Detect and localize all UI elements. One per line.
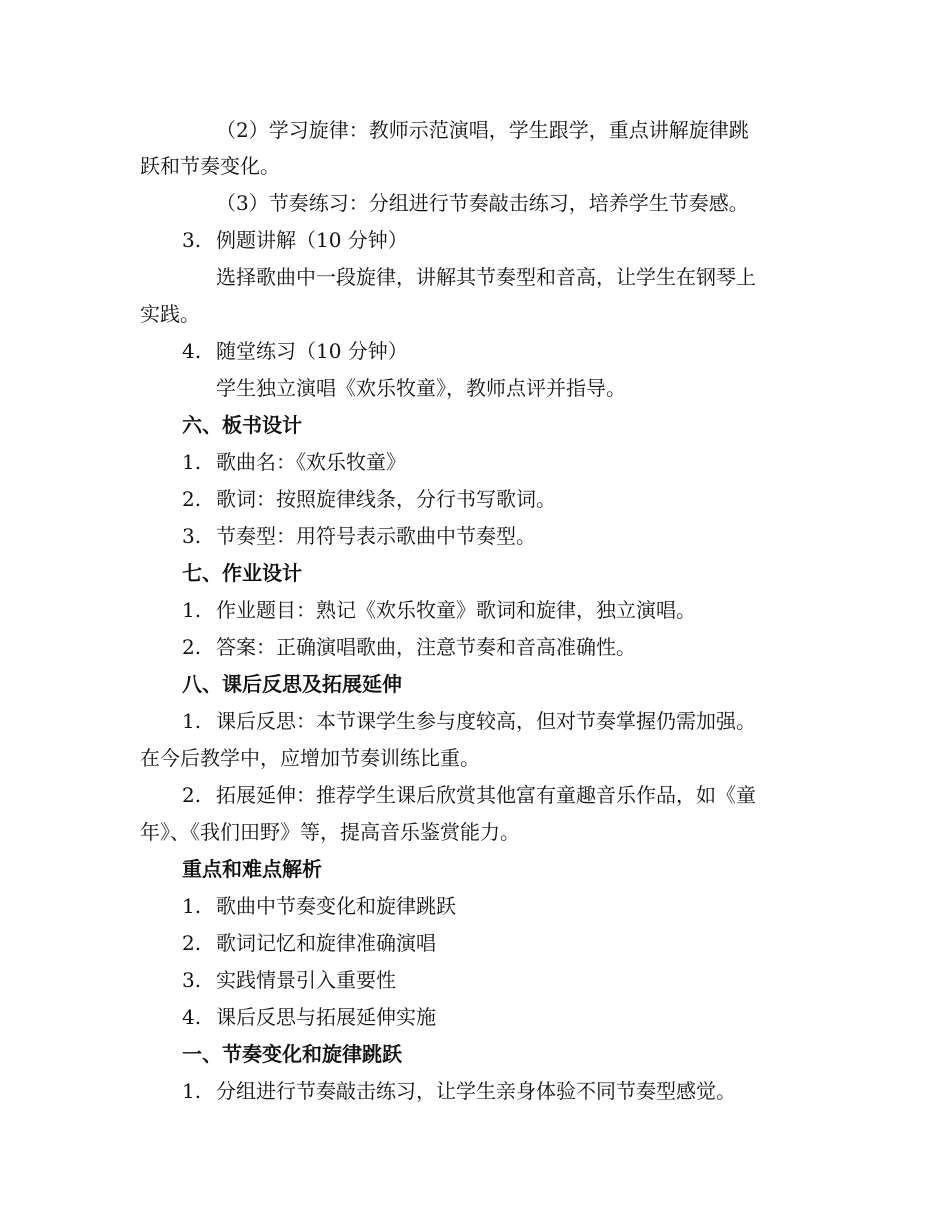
- section-heading: 重点和难点解析: [182, 857, 322, 881]
- list-item: 3. 节奏型：用符号表示歌曲中节奏型。: [182, 524, 536, 548]
- paragraph-line: 学生独立演唱《欢乐牧童》，教师点评并指导。: [216, 376, 626, 400]
- list-item: 2. 答案：正确演唱歌曲，注意节奏和音高准确性。: [182, 635, 636, 659]
- section-heading: 八、课后反思及拓展延伸: [182, 672, 402, 696]
- list-item: 1. 作业题目：熟记《欢乐牧童》歌词和旋律，独立演唱。: [182, 598, 696, 622]
- paragraph-line: 选择歌曲中一段旋律，讲解其节奏型和音高，让学生在钢琴上: [216, 265, 756, 289]
- list-item: 2. 歌词：按照旋律线条，分行书写歌词。: [182, 487, 556, 511]
- list-item: 3. 实践情景引入重要性: [182, 968, 396, 992]
- list-item: 1. 歌曲名：《欢乐牧童》: [182, 450, 406, 474]
- paragraph-line: 实践。: [140, 302, 200, 326]
- list-item: 3. 例题讲解（10 分钟）: [182, 228, 408, 252]
- list-item: 1. 歌曲中节奏变化和旋律跳跃: [182, 894, 456, 918]
- list-item: 2. 拓展延伸：推荐学生课后欣赏其他富有童趣音乐作品，如《童: [182, 783, 756, 807]
- list-item: 4. 随堂练习（10 分钟）: [182, 339, 408, 363]
- paragraph-line: 跃和节奏变化。: [140, 154, 280, 178]
- list-item: 1. 课后反思：本节课学生参与度较高，但对节奏掌握仍需加强。: [182, 709, 756, 733]
- list-item: 1. 分组进行节奏敲击练习，让学生亲身体验不同节奏型感觉。: [182, 1079, 736, 1103]
- paragraph-line: 年》、《我们田野》等，提高音乐鉴赏能力。: [140, 820, 520, 844]
- section-heading: 七、作业设计: [182, 561, 302, 585]
- paragraph-line: （3）节奏练习：分组进行节奏敲击练习，培养学生节奏感。: [216, 191, 749, 215]
- section-heading: 六、板书设计: [182, 413, 302, 437]
- list-item: 2. 歌词记忆和旋律准确演唱: [182, 931, 436, 955]
- paragraph-line: 在今后教学中，应增加节奏训练比重。: [140, 746, 480, 770]
- list-item: 4. 课后反思与拓展延伸实施: [182, 1005, 436, 1029]
- section-heading: 一、节奏变化和旋律跳跃: [182, 1042, 402, 1066]
- paragraph-line: （2）学习旋律：教师示范演唱，学生跟学，重点讲解旋律跳: [216, 118, 749, 142]
